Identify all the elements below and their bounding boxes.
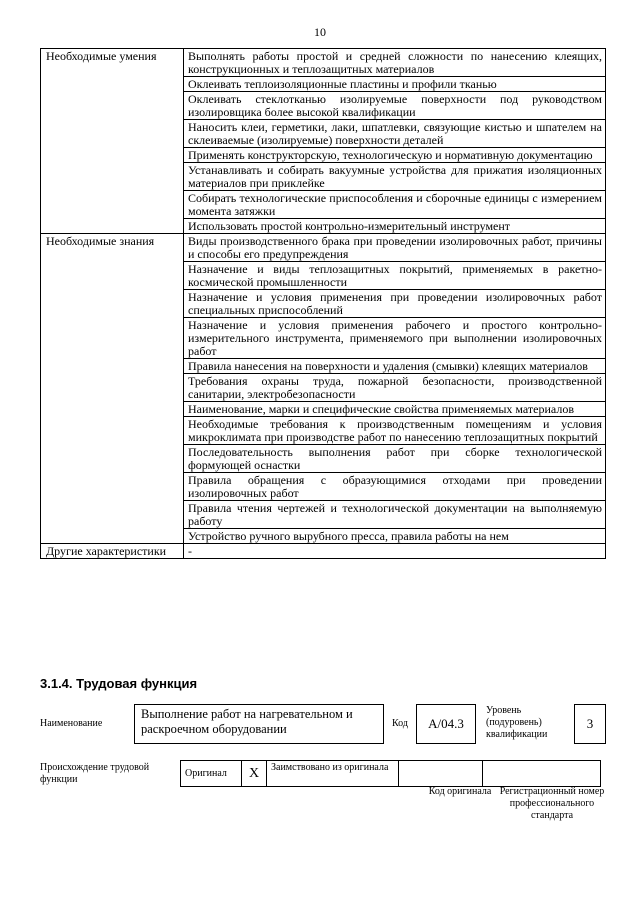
level-label: Уровень (подуровень) квалификации [486, 705, 548, 740]
table-row [41, 234, 606, 262]
origin-table [180, 760, 601, 787]
category-cell: Необходимые знания [41, 234, 184, 544]
original-code-cell [399, 761, 483, 787]
original-label: Оригинал [181, 761, 242, 787]
category-cell: Необходимые умения [41, 49, 184, 234]
code-caption: Код оригинала [428, 786, 492, 797]
page-number: 10 [314, 25, 326, 39]
registration-number-cell [483, 761, 601, 787]
requirement-item: Правила обращения с образующимися отходами при проведении изолировочных работ [184, 473, 606, 501]
requirement-item: Назначение и условия применения при проведении изолировочных работ специальных приспособлений [184, 290, 606, 318]
requirement-item: Наносить клеи, герметики, лаки, шпатлевки, связующие кистью и шпателем на склеиваемые (изолируемые) поверхности деталей [184, 120, 606, 148]
registration-caption: Регистрационный номер профессионального стандарта [499, 786, 605, 821]
requirement-item: - [184, 544, 606, 559]
requirement-item: Устанавливать и собирать вакуумные устройства для прижатия изоляционных материалов при приклейке [184, 163, 606, 191]
requirement-item: Использовать простой контрольно-измерительный инструмент [184, 219, 606, 234]
requirement-item: Правила нанесения на поверхности и удаления (смывки) клеящих материалов [184, 359, 606, 374]
level-field: 3 [574, 704, 606, 744]
requirement-item: Назначение и виды теплозащитных покрытий, применяемых в ракетно-космической промышленности [184, 262, 606, 290]
requirement-item: Необходимые требования к производственным помещениям и условия микроклимата при производстве работ по нанесению теплозащитных покрытий [184, 417, 606, 445]
category-cell: Другие характеристики [41, 544, 184, 559]
requirement-item: Оклеивать стеклотканью изолируемые поверхности под руководством изолировщика более высокой квалификации [184, 92, 606, 120]
requirement-item: Требования охраны труда, пожарной безопасности, производственной санитарии, электробезопасности [184, 374, 606, 402]
table-row [41, 49, 606, 77]
requirement-item: Назначение и условия применения рабочего и простого контрольно-измерительного инструмента, применяемого при выполнении изолировочных работ [184, 318, 606, 359]
borrowed-label: Заимствовано из оригинала [267, 761, 399, 787]
requirement-item: Наименование, марки и специфические свойства применяемых материалов [184, 402, 606, 417]
requirements-table [40, 48, 606, 559]
requirement-item: Правила чтения чертежей и технологической документации на выполняемую работу [184, 501, 606, 529]
requirement-item: Устройство ручного вырубного пресса, правила работы на нем [184, 529, 606, 544]
requirement-item: Собирать технологические приспособления и сборочные единицы с измерением момента затяжки [184, 191, 606, 219]
origin-label: Происхождение трудовой функции [40, 762, 150, 785]
code-label: Код [392, 718, 408, 729]
section-title: 3.1.4. Трудовая функция [40, 676, 198, 691]
table-row [41, 544, 606, 559]
function-code-field: А/04.3 [416, 704, 476, 744]
function-name-field: Выполнение работ на нагревательном и раскроечном оборудовании [134, 704, 384, 744]
requirement-item: Применять конструкторскую, технологическую и нормативную документацию [184, 148, 606, 163]
original-mark: X [242, 761, 267, 787]
requirement-item: Последовательность выполнения работ при сборке технологической формующей оснастки [184, 445, 606, 473]
requirement-item: Виды производственного брака при проведении изолировочных работ, причины и способы его предупреждения [184, 234, 606, 262]
name-label: Наименование [40, 718, 103, 729]
requirement-item: Оклеивать теплоизоляционные пластины и профили тканью [184, 77, 606, 92]
requirement-item: Выполнять работы простой и средней сложности по нанесению клеящих, конструкционных и теплозащитных материалов [184, 49, 606, 77]
